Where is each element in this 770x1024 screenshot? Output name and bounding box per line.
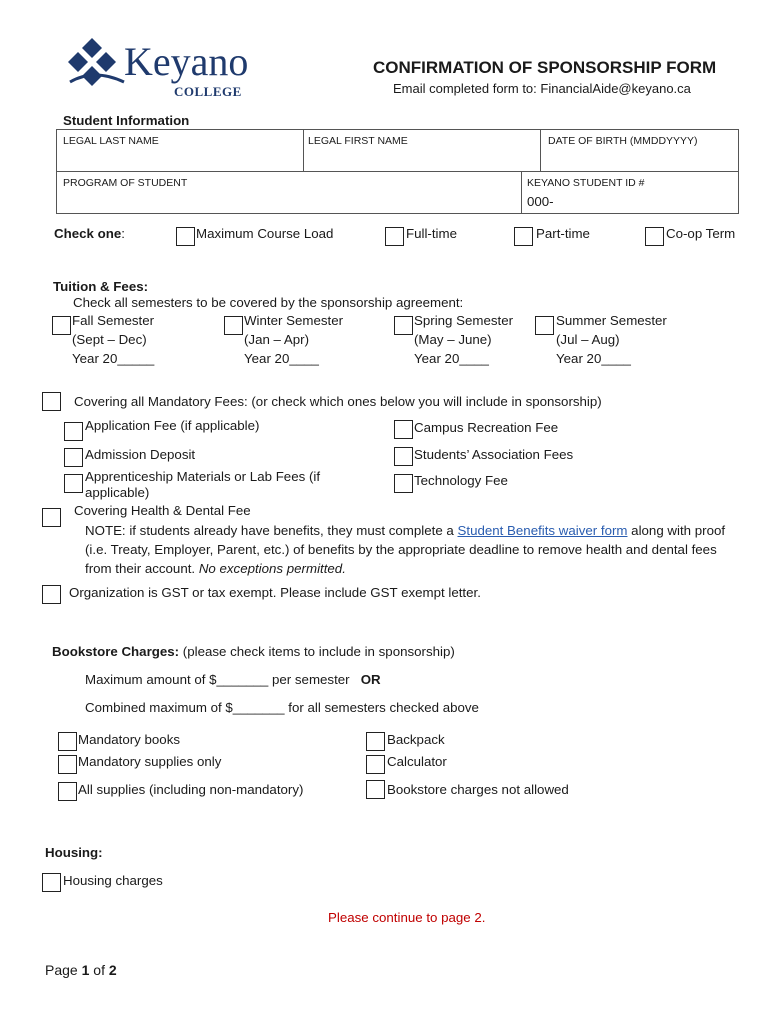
application-fee-checkbox[interactable] <box>64 422 83 441</box>
page-number: Page 1 of 2 <box>45 962 117 978</box>
technology-fee-label: Technology Fee <box>414 473 508 488</box>
program-label: PROGRAM OF STUDENT <box>63 177 188 189</box>
coop-term-checkbox[interactable] <box>645 227 664 246</box>
full-time-label: Full-time <box>406 226 457 241</box>
student-info-heading: Student Information <box>63 113 190 128</box>
summer-semester-name: Summer Semester <box>556 313 667 328</box>
fall-semester-checkbox[interactable] <box>52 316 71 335</box>
mandatory-supplies-checkbox[interactable] <box>58 755 77 774</box>
logo-college: COLLEGE <box>174 84 242 99</box>
health-dental-checkbox[interactable] <box>42 508 61 527</box>
tuition-heading: Tuition & Fees: <box>53 279 149 294</box>
max-course-load-checkbox[interactable] <box>176 227 195 246</box>
first-name-label: LEGAL FIRST NAME <box>308 135 408 147</box>
housing-charges-label: Housing charges <box>63 873 163 888</box>
fall-semester-name: Fall Semester <box>72 313 155 328</box>
spring-semester-range: (May – June) <box>414 332 492 347</box>
form-title: CONFIRMATION OF SPONSORSHIP FORM <box>373 58 717 77</box>
coop-term-label: Co-op Term <box>666 226 736 241</box>
students-association-checkbox[interactable] <box>394 447 413 466</box>
mandatory-supplies-label: Mandatory supplies only <box>78 754 222 769</box>
full-time-checkbox[interactable] <box>385 227 404 246</box>
fall-semester-year: Year 20_____ <box>72 351 155 366</box>
admission-deposit-label: Admission Deposit <box>85 447 196 462</box>
housing-heading: Housing: <box>45 845 103 860</box>
student-id-label: KEYANO STUDENT ID # <box>527 177 645 189</box>
campus-recreation-label: Campus Recreation Fee <box>414 420 559 435</box>
mandatory-fees-checkbox[interactable] <box>42 392 61 411</box>
calculator-checkbox[interactable] <box>366 755 385 774</box>
summer-semester-year: Year 20____ <box>556 351 631 366</box>
bookstore-not-allowed-checkbox[interactable] <box>366 780 385 799</box>
continue-note: Please continue to page 2. <box>328 910 486 925</box>
backpack-label: Backpack <box>387 732 445 747</box>
email-instruction: Email completed form to: FinancialAide@keyano.ca <box>393 81 691 96</box>
tuition-instruction: Check all semesters to be covered by the sponsorship agreement: <box>73 295 464 310</box>
student-id-prefix: 000- <box>527 194 554 209</box>
winter-semester-year: Year 20____ <box>244 351 319 366</box>
apprenticeship-fees-label: Apprenticeship Materials or Lab Fees (if applicable) <box>85 469 321 500</box>
health-dental-note: NOTE: if students already have benefits, they must complete a Student Benefits waiver form along with proof (i.e. Treaty, Employer, Parent, etc.) of benefits by the appropriate deadline to remove health and dental fees from their account. No exceptions permitted. <box>85 523 726 576</box>
mandatory-books-label: Mandatory books <box>78 732 180 747</box>
gst-exempt-label: Organization is GST or tax exempt. Please include GST exempt letter. <box>69 585 481 600</box>
max-course-load-label: Maximum Course Load <box>196 226 334 241</box>
student-benefits-waiver-link[interactable]: Student Benefits waiver form <box>457 523 628 538</box>
last-name-label: LEGAL LAST NAME <box>63 135 159 147</box>
winter-semester-range: (Jan – Apr) <box>244 332 310 347</box>
spring-semester-year: Year 20____ <box>414 351 489 366</box>
dob-label: DATE OF BIRTH (MMDDYYYY) <box>548 135 698 147</box>
mandatory-books-checkbox[interactable] <box>58 732 77 751</box>
backpack-checkbox[interactable] <box>366 732 385 751</box>
part-time-label: Part-time <box>536 226 590 241</box>
keyano-logo-mark-icon <box>68 38 126 86</box>
mandatory-fees-label: Covering all Mandatory Fees: (or check which ones below you will include in sponsorship) <box>74 394 602 409</box>
apprenticeship-fees-checkbox[interactable] <box>64 474 83 493</box>
logo-wordmark: Keyano <box>124 39 249 84</box>
gst-exempt-checkbox[interactable] <box>42 585 61 604</box>
calculator-label: Calculator <box>387 754 447 769</box>
campus-recreation-checkbox[interactable] <box>394 420 413 439</box>
bookstore-max-amount: Maximum amount of $_______ per semester OR <box>85 672 381 687</box>
all-supplies-label: All supplies (including non-mandatory) <box>78 782 304 797</box>
part-time-checkbox[interactable] <box>514 227 533 246</box>
keyano-logo <box>68 38 258 100</box>
application-fee-label: Application Fee (if applicable) <box>85 418 260 433</box>
summer-semester-checkbox[interactable] <box>535 316 554 335</box>
summer-semester-range: (Jul – Aug) <box>556 332 620 347</box>
bookstore-not-allowed-label: Bookstore charges not allowed <box>387 782 569 797</box>
fall-semester-range: (Sept – Dec) <box>72 332 147 347</box>
all-supplies-checkbox[interactable] <box>58 782 77 801</box>
technology-fee-checkbox[interactable] <box>394 474 413 493</box>
spring-semester-checkbox[interactable] <box>394 316 413 335</box>
bookstore-heading: Bookstore Charges: (please check items to include in sponsorship) <box>52 644 455 659</box>
housing-charges-checkbox[interactable] <box>42 873 61 892</box>
spring-semester-name: Spring Semester <box>414 313 514 328</box>
winter-semester-checkbox[interactable] <box>224 316 243 335</box>
students-association-label: Students’ Association Fees <box>414 447 574 462</box>
winter-semester-name: Winter Semester <box>244 313 344 328</box>
check-one-label: Check one: <box>54 226 125 241</box>
admission-deposit-checkbox[interactable] <box>64 448 83 467</box>
bookstore-combined-max: Combined maximum of $_______ for all semesters checked above <box>85 700 479 715</box>
health-dental-label: Covering Health & Dental Fee <box>74 503 251 518</box>
